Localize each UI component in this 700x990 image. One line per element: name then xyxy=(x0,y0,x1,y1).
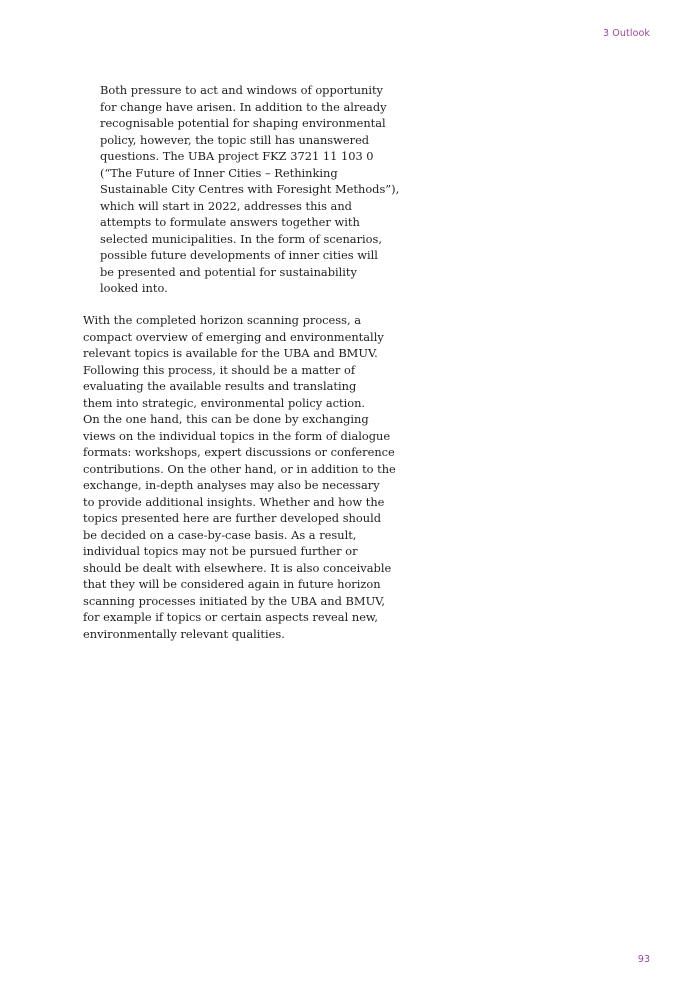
text-line: Sustainable City Centres with Foresight Methods”), xyxy=(100,182,400,196)
text-line: selected municipalities. In the form of scenarios, xyxy=(100,231,383,246)
text-line: be presented and potential for sustainability xyxy=(100,264,357,279)
text-line: scanning processes initiated by the UBA and BMUV, xyxy=(83,593,386,608)
text-line: topics presented here are further developed should xyxy=(83,511,382,525)
text-line: evaluating the available results and translating xyxy=(83,379,357,393)
text-line: policy, however, the topic still has unanswered xyxy=(100,132,370,147)
text-line: be decided on a case-by-case basis. As a result, xyxy=(83,527,357,542)
text-line: them into strategic, environmental policy action. xyxy=(83,395,366,410)
text-line: recognisable potential for shaping environmental xyxy=(100,116,386,130)
text-line: questions. The UBA project FKZ 3721 11 103 0 xyxy=(100,149,374,163)
page-number: 93 xyxy=(637,954,650,965)
text-line: individual topics may not be pursued further or xyxy=(83,544,358,558)
text-line: On the one hand, this can be done by exchanging xyxy=(83,412,369,426)
section-header: 3 Outlook xyxy=(603,28,650,39)
text-line: Following this process, it should be a matter of xyxy=(83,362,356,377)
text-line: that they will be considered again in future horizon xyxy=(83,577,381,591)
text-line: to provide additional insights. Whether and how the xyxy=(83,494,385,509)
text-line: for change have arisen. In addition to the already xyxy=(100,99,387,114)
text-line: looked into. xyxy=(100,281,168,295)
main-paragraph xyxy=(83,312,396,642)
text-line: views on the individual topics in the form of dialogue xyxy=(83,428,391,443)
text-line: environmentally relevant qualities. xyxy=(83,626,285,641)
text-line: With the completed horizon scanning process, a xyxy=(83,313,362,327)
text-line: possible future developments of inner cities will xyxy=(100,248,378,262)
text-line: relevant topics is available for the UBA and BMUV. xyxy=(83,346,378,360)
indented-paragraph xyxy=(100,82,399,297)
text-line: for example if topics or certain aspects reveal new, xyxy=(83,610,378,624)
text-line: compact overview of emerging and environmentally xyxy=(83,329,384,344)
text-line: formats: workshops, expert discussions or conference xyxy=(83,445,395,459)
text-line: should be dealt with elsewhere. It is also conceivable xyxy=(83,560,392,575)
text-line: attempts to formulate answers together with xyxy=(100,215,360,229)
text-line: which will start in 2022, addresses this and xyxy=(100,198,352,213)
text-line: contributions. On the other hand, or in addition to the xyxy=(83,461,396,476)
text-line: (“The Future of Inner Cities – Rethinking xyxy=(100,165,338,180)
text-line: Both pressure to act and windows of opportunity xyxy=(100,83,383,97)
text-line: exchange, in-depth analyses may also be necessary xyxy=(83,478,380,492)
